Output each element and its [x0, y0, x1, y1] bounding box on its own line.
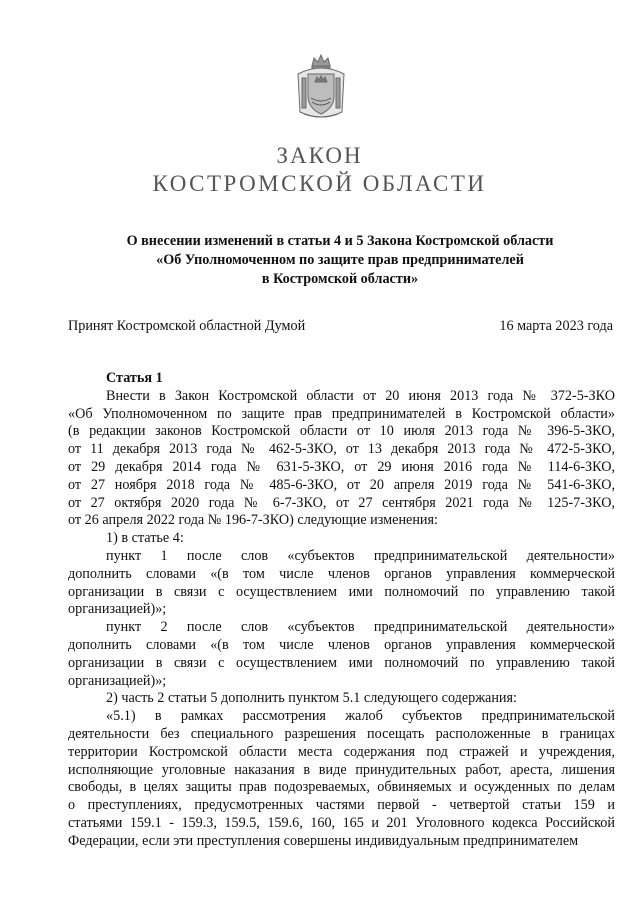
- paragraph-line: «Об Уполномоченном по защите прав предпринимателей в Костромской области»: [68, 405, 615, 422]
- law-label: ЗАКОН: [276, 143, 363, 168]
- paragraph-line: (в редакции законов Костромской области от 10 июля 2013 года № 396-5-ЗКО,: [68, 423, 615, 440]
- paragraph-line: от 29 декабря 2014 года № 631-5-ЗКО, от 29 июня 2016 года № 114-6-ЗКО,: [68, 458, 615, 475]
- paragraph-line: от 26 апреля 2022 года № 196-7-ЗКО) следующие изменения:: [68, 512, 438, 529]
- paragraph-line: от 11 декабря 2013 года № 462-5-ЗКО, от 13 декабря 2013 года № 472-5-ЗКО,: [68, 441, 615, 458]
- article-paragraphs: [68, 388, 615, 851]
- document-title: [60, 232, 620, 289]
- paragraph-line: 2) часть 2 статьи 5 дополнить пунктом 5.1 следующего содержания:: [106, 690, 517, 707]
- article-body: [68, 370, 615, 851]
- paragraph-line: организации в связи с осуществлением ими полномочий по управлению такой: [68, 654, 615, 671]
- paragraph-line: 1) в статье 4:: [106, 530, 184, 547]
- paragraph-line: статьями 159.1 - 159.3, 159.5, 159.6, 160, 165 и 201 Уголовного кодекса Российской: [68, 814, 615, 831]
- paragraph-line: территории Костромской области места содержания под стражей и учреждения,: [68, 743, 615, 760]
- paragraph-line: Федерации, если эти преступления совершены индивидуальным предпринимателем: [68, 832, 579, 849]
- title-line: в Костромской области»: [261, 271, 419, 287]
- paragraph-line: исполняющие уголовные наказания в виде принудительных работ, ареста, лишения: [68, 761, 615, 778]
- paragraph-line: организации в связи с осуществлением ими полномочий по управлению такой: [68, 583, 615, 600]
- paragraph-line: свободы, в целях защиты прав подозреваемых, обвиняемых и осужденных по делам: [68, 779, 615, 796]
- article-title: Статья 1: [106, 370, 163, 386]
- paragraph-line: от 27 октября 2020 года № 6-7-ЗКО, от 27 сентября 2021 года № 125-7-ЗКО,: [68, 494, 615, 511]
- adopted-by: Принят Костромской областной Думой: [68, 318, 306, 334]
- paragraph-line: организацией)»;: [68, 672, 167, 689]
- paragraph-line: пункт 1 после слов «субъектов предпринимательской деятельности»: [106, 547, 615, 564]
- paragraph-line: деятельности без специального разрешения посещать расположенные в границах: [68, 725, 615, 742]
- adoption-date: 16 марта 2023 года: [499, 318, 613, 334]
- title-line: «Об Уполномоченном по защите прав предпринимателей: [156, 252, 524, 268]
- region-label: КОСТРОМСКОЙ ОБЛАСТИ: [152, 171, 487, 196]
- paragraph-line: организацией)»;: [68, 601, 167, 618]
- paragraph-line: дополнить словами «(в том числе членов органов управления коммерческой: [68, 565, 615, 582]
- paragraph-line: от 27 ноября 2018 года № 485-6-ЗКО, от 20 апреля 2019 года № 541-6-ЗКО,: [68, 476, 615, 493]
- paragraph-line: пункт 2 после слов «субъектов предпринимательской деятельности»: [106, 619, 615, 636]
- paragraph-line: о преступлениях, предусмотренных частями первой - четвертой статьи 159 и: [68, 797, 615, 814]
- paragraph-line: «5.1) в рамках рассмотрения жалоб субъектов предпринимательской: [106, 708, 615, 725]
- paragraph-line: Внести в Закон Костромской области от 20 июня 2013 года № 372-5-ЗКО: [106, 387, 615, 404]
- adoption-info: [68, 318, 613, 335]
- title-line: О внесении изменений в статьи 4 и 5 Закона Костромской области: [126, 233, 554, 249]
- coat-of-arms-icon: [290, 52, 352, 122]
- paragraph-line: дополнить словами «(в том числе членов органов управления коммерческой: [68, 636, 615, 653]
